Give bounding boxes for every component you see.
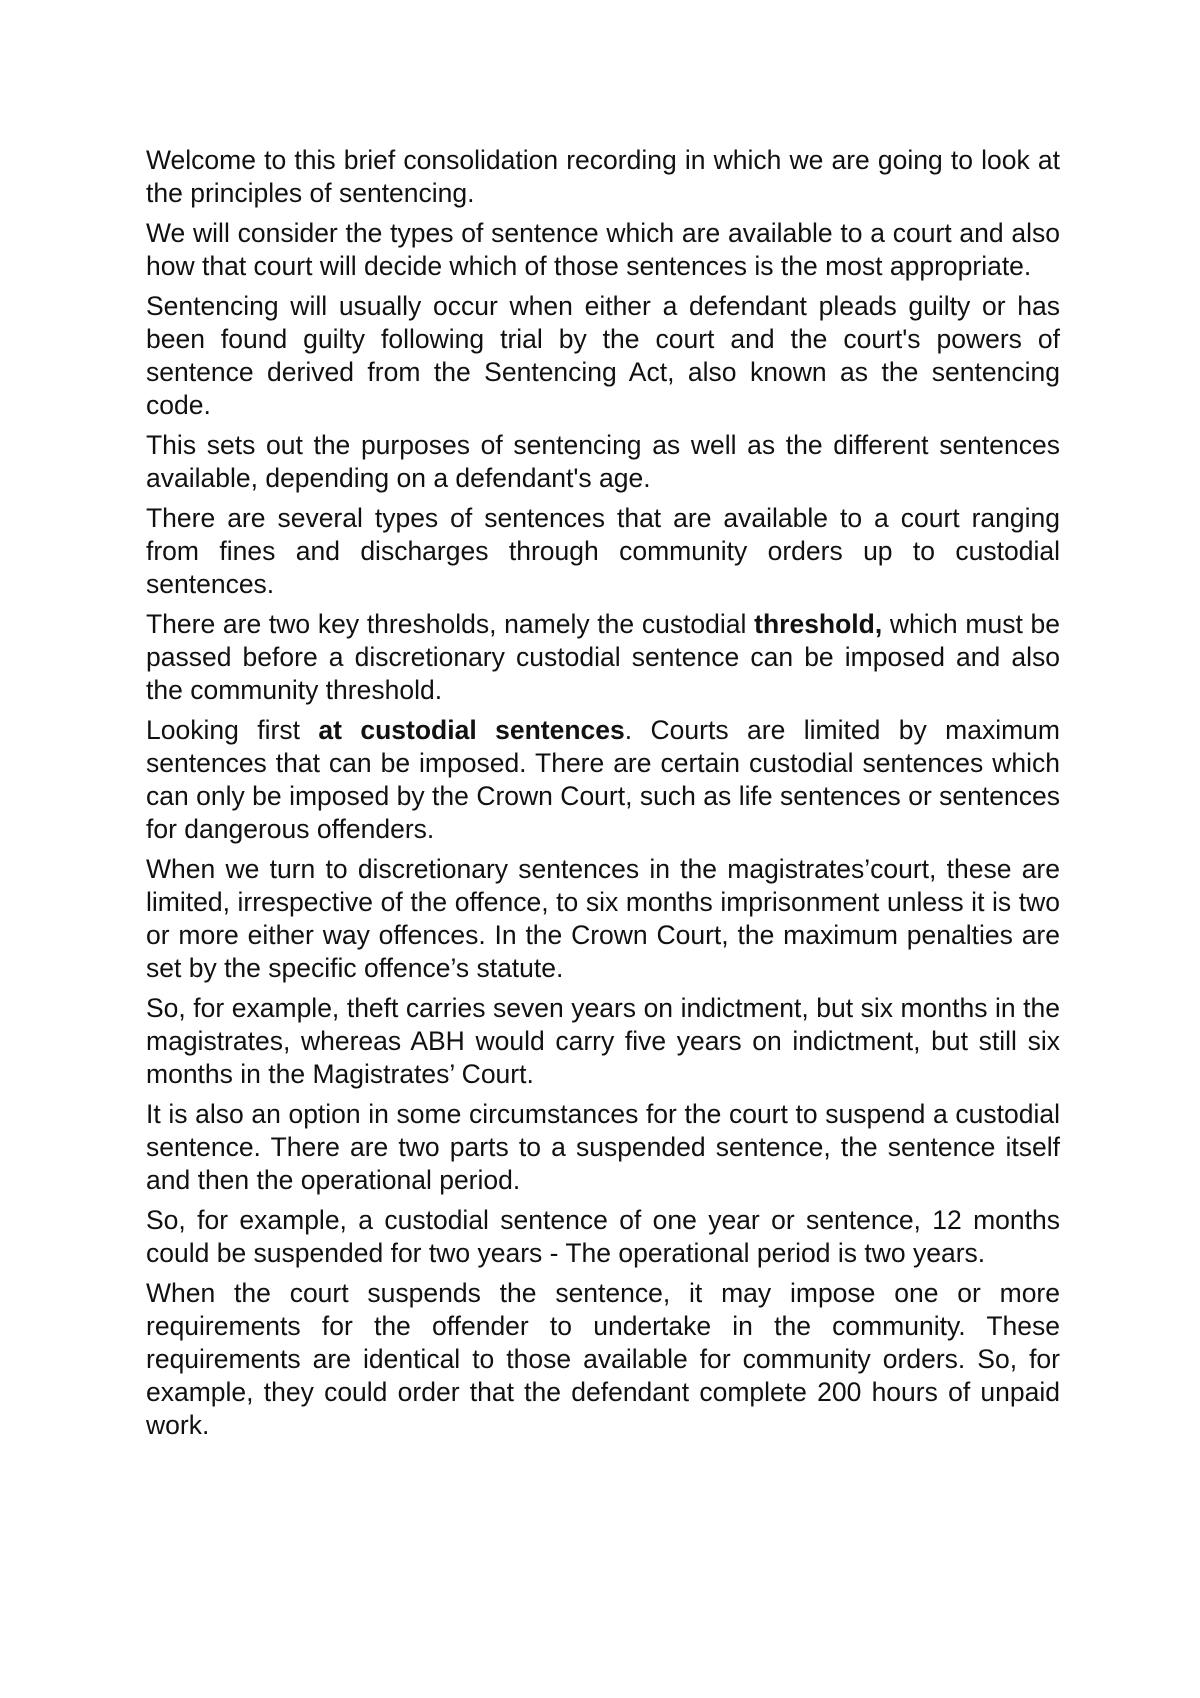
- paragraph-sentencing-occurs: Sentencing will usually occur when either a defendant pleads guilty or has been found guilty following trial by the court and the court's powers of sentence derived from the Sentencing Act, also known as the sentencing code.: [146, 291, 1060, 420]
- paragraph-purposes: This sets out the purposes of sentencing as well as the different sentences available, depending on a defendant's age.: [146, 430, 1060, 493]
- document-page: [146, 144, 1060, 1449]
- paragraph-types-of-sentence: We will consider the types of sentence which are available to a court and also how that court will decide which of those sentences is the most appropriate.: [146, 218, 1060, 281]
- paragraph-thresholds-bold: threshold,: [754, 609, 883, 639]
- paragraph-welcome: Welcome to this brief consolidation recording in which we are going to look at the principles of sentencing.: [146, 145, 1060, 208]
- paragraph-thresholds: [146, 608, 1060, 707]
- paragraph-suspend: It is also an option in some circumstances for the court to suspend a custodial sentence. There are two parts to a suspended sentence, the sentence itself and then the operational period.: [146, 1099, 1060, 1195]
- paragraph-requirements: When the court suspends the sentence, it may impose one or more requirements for the offender to undertake in the community. These requirements are identical to those available for community orders. So, for example, they could order that the defendant complete 200 hours of unpaid work.: [146, 1278, 1060, 1440]
- paragraph-custodial-lead: Looking first: [146, 715, 319, 745]
- paragraph-thresholds-rest: which must be passed before a discretionary custodial sentence can be imposed and also the community threshold.: [146, 609, 1060, 705]
- paragraph-theft-example: So, for example, theft carries seven years on indictment, but six months in the magistrates, whereas ABH would carry five years on indictment, but still six months in the Magistrates’ Court.: [146, 993, 1060, 1089]
- paragraph-custodial-bold: at custodial sentences: [318, 715, 625, 745]
- paragraph-suspend-example: So, for example, a custodial sentence of one year or sentence, 12 months could be suspended for two years - The operational period is two years.: [146, 1205, 1060, 1268]
- paragraph-discretionary: When we turn to discretionary sentences in the magistrates’court, these are limited, irrespective of the offence, to six months imprisonment unless it is two or more either way offences. In the Crown Court, the maximum penalties are set by the specific offence’s statute.: [146, 854, 1060, 983]
- paragraph-custodial-rest: . Courts are limited by maximum sentences that can be imposed. There are certain custodial sentences which can only be imposed by the Crown Court, such as life sentences or sentences for dangerous offenders.: [146, 715, 1060, 844]
- paragraph-several-types: There are several types of sentences that are available to a court ranging from fines and discharges through community orders up to custodial sentences.: [146, 503, 1060, 599]
- paragraph-thresholds-lead: There are two key thresholds, namely the custodial: [146, 609, 755, 639]
- paragraph-custodial-sentences: [146, 714, 1060, 846]
